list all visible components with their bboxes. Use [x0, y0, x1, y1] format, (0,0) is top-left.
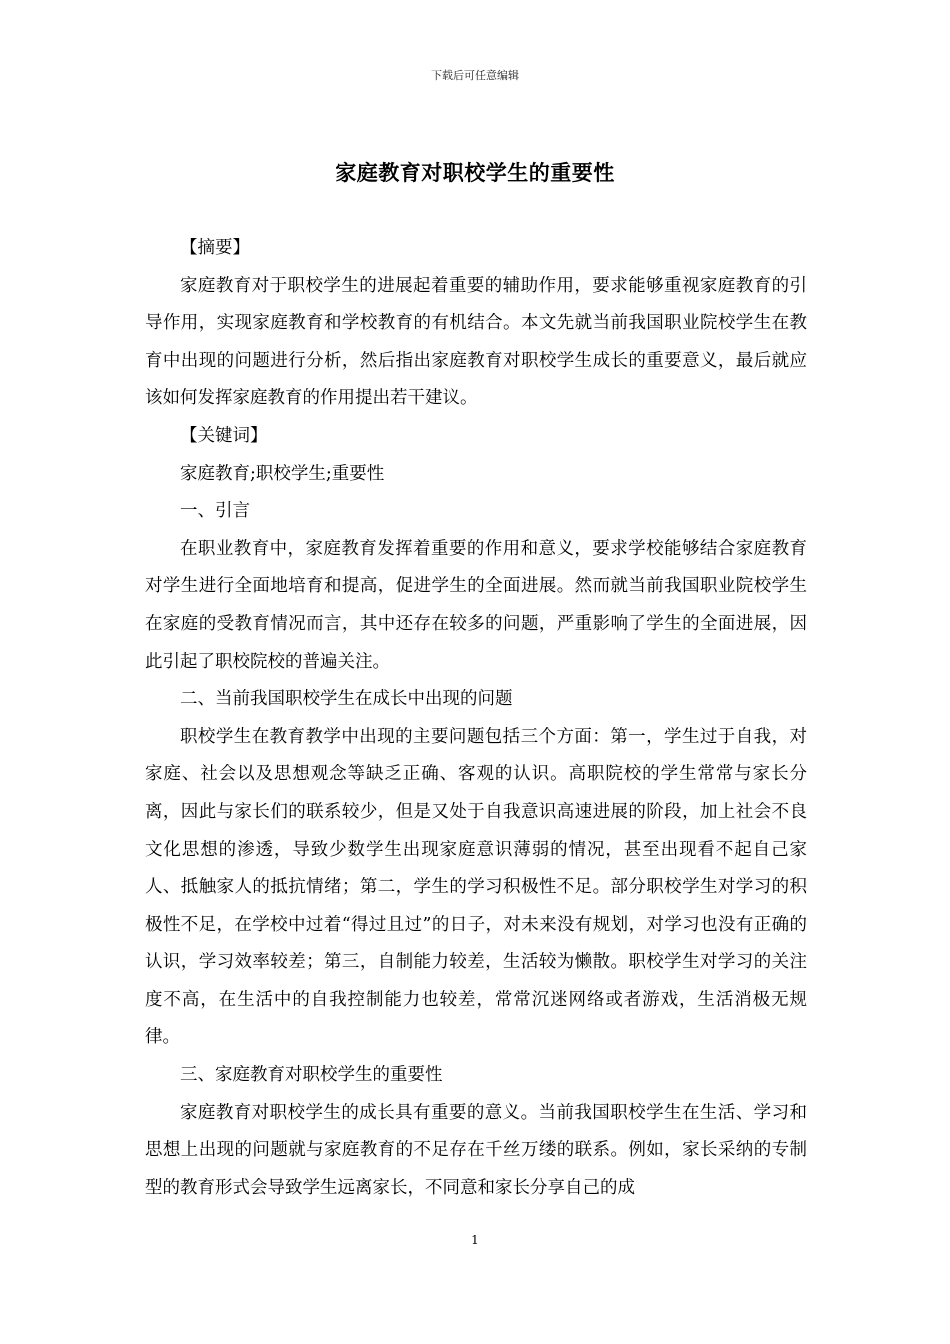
page-number: 1 [471, 1233, 479, 1247]
document-body [145, 230, 807, 1207]
importance-paragraph: 家庭教育对职校学生的成长具有重要的意义。当前我国职校学生在生活、学习和思想上出现的问题就与家庭教育的不足存在千丝万缕的联系。例如，家长采纳的专制型的教育形式会导致学生远离家长，不同意和家长分享自己的成 [145, 1102, 807, 1198]
keywords-heading: 【关键词】 [180, 425, 268, 446]
section-heading-importance: 三、家庭教育对职校学生的重要性 [180, 1065, 443, 1086]
document-title: 家庭教育对职校学生的重要性 [335, 160, 615, 185]
page-header-note: 下载后可任意编辑 [431, 69, 519, 82]
abstract-heading: 【摘要】 [180, 238, 250, 258]
problems-paragraph: 职校学生在教育教学中出现的主要问题包括三个方面：第一，学生过于自我，对家庭、社会以及思想观念等缺乏正确、客观的认识。高职院校的学生常常与家长分离，因此与家长们的联系较少，但是又处于自我意识高速进展的阶段，加上社会不良文化思想的渗透，导致少数学生出现家庭意识薄弱的情况，甚至出现看不起自己家人、抵触家人的抵抗情绪；第二，学生的学习积极性不足。部分职校学生对学习的积极性不足，在学校中过着“得过且过”的日子，对未来没有规划，对学习也没有正确的认识，学习效率较差；第三，自制能力较差，生活较为懒散。职校学生对学习的关注度不高，在生活中的自我控制能力也较差，常常沉迷网络或者游戏，生活消极无规律。 [145, 726, 807, 1048]
abstract-paragraph: 家庭教育对于职校学生的进展起着重要的辅助作用，要求能够重视家庭教育的引导作用，实现家庭教育和学校教育的有机结合。本文先就当前我国职业院校学生在教育中出现的问题进行分析，然后指出家庭教育对职校学生成长的重要意义，最后就应该如何发挥家庭教育的作用提出若干建议。 [145, 275, 807, 409]
introduction-paragraph: 在职业教育中，家庭教育发挥着重要的作用和意义，要求学校能够结合家庭教育对学生进行全面地培育和提高，促进学生的全面进展。然而就当前我国职业院校学生在家庭的受教育情况而言，其中还存在较多的问题，严重影响了学生的全面进展，因此引起了职校院校的普遍关注。 [145, 538, 807, 672]
keywords-paragraph: 家庭教育;职校学生;重要性 [180, 463, 385, 484]
section-heading-problems: 二、当前我国职校学生在成长中出现的问题 [180, 689, 513, 710]
section-heading-introduction: 一、引言 [180, 501, 250, 522]
